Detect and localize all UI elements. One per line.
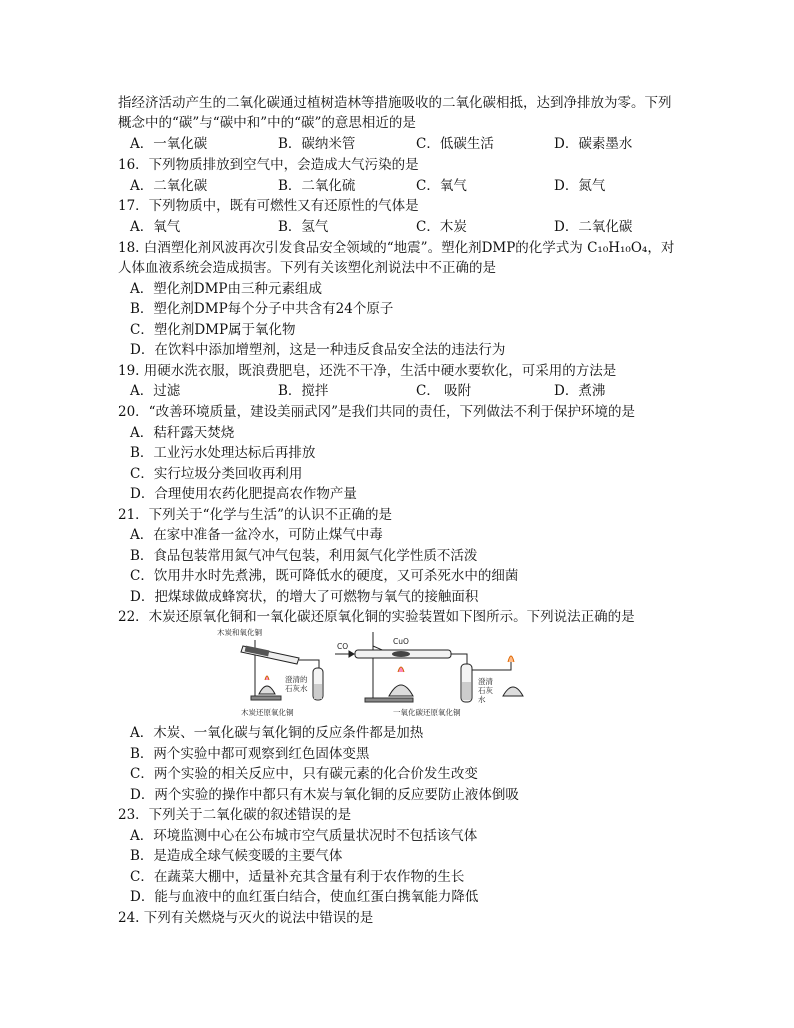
q19-stem: 19. 用硬水洗衣服，既浪费肥皂，还洗不干净，生活中硬水要软化，可采用的方法是 (118, 363, 617, 379)
fig-caption-left: 木炭还原氧化铜 (241, 708, 294, 717)
q15-option-b: B．碳纳米管 (278, 136, 356, 152)
fig-label-lime-right-3: 水 (478, 695, 486, 704)
q22-apparatus-figure (215, 626, 545, 718)
q22-stem: 22．木炭还原氧化铜和一氧化碳还原氧化铜的实验装置如下图所示。下列说法正确的是 (118, 609, 635, 625)
q22-option-d: D．两个实验的操作中都只有木炭与氧化铜的反应要防止液体倒吸 (130, 787, 519, 803)
q22-option-c: C．两个实验的相关反应中，只有碳元素的化合价发生改变 (130, 766, 478, 782)
q18-option-b: B．塑化剂DMP每个分子中共含有24个原子 (130, 301, 394, 317)
q20-stem: 20．“改善环境质量，建设美丽武冈”是我们共同的责任，下列做法不利于保护环境的是 (118, 404, 635, 420)
q24-stem: 24. 下列有关燃烧与灭火的说法中错误的是 (118, 910, 374, 926)
q23-stem: 23．下列关于二氧化碳的叙述错误的是 (118, 807, 352, 823)
q21-option-a: A．在家中准备一盆冷水，可防止煤气中毒 (130, 527, 383, 543)
q21-option-c: C．饮用井水时先煮沸，既可降低水的硬度，又可杀死水中的细菌 (130, 568, 519, 584)
q18-option-a: A．塑化剂DMP由三种元素组成 (130, 281, 322, 297)
q17-stem: 17．下列物质中，既有可燃性又有还原性的气体是 (118, 198, 419, 214)
q19-option-b: B．搅拌 (278, 383, 329, 399)
fig-caption-right: 一氧化碳还原氧化铜 (393, 708, 461, 717)
q16-options (130, 177, 690, 195)
left-stand-base-icon (251, 696, 281, 700)
fig-label-lime-right-2: 石灰 (478, 686, 493, 695)
q16-option-a: A．二氧化碳 (130, 178, 208, 194)
q15-option-a: A．一氧化碳 (130, 136, 208, 152)
q18-option-d: D．在饮料中添加增塑剂，这是一种违反食品安全法的违法行为 (130, 342, 506, 358)
q18-stem-line1: 18. 白酒塑化剂风波再次引发食品安全领域的“地震”。塑化剂DMP的化学式为 C₁₀H₁₀O₄，对 (118, 240, 675, 256)
q18-option-c: C．塑化剂DMP属于氧化物 (130, 322, 296, 338)
q16-option-d: D．氮气 (554, 178, 606, 194)
q20-option-c: C．实行垃圾分类回收再利用 (130, 466, 303, 482)
fig-label-left: 木炭和氧化铜 (217, 628, 262, 637)
q21-option-b: B．食品包装常用氮气冲气包装，利用氮气化学性质不活泼 (130, 548, 478, 564)
q22-option-b: B．两个实验中都可观察到红色固体变黑 (130, 746, 370, 762)
q21-option-d: D．把煤球做成蜂窝状，的增大了可燃物与氧气的接触面积 (130, 589, 479, 605)
fig-label-lime-left-1: 澄清的 (285, 675, 308, 684)
q16-stem: 16．下列物质排放到空气中，会造成大气污染的是 (118, 157, 419, 173)
q17-options (130, 218, 690, 236)
q16-option-b: B．二氧化硫 (278, 178, 356, 194)
q20-option-d: D．合理使用农药化肥提高农作物产量 (130, 486, 357, 502)
q15-options (130, 135, 690, 153)
fig-label-cuo: CuO (393, 637, 409, 646)
q17-option-d: D．二氧化碳 (554, 219, 633, 235)
q15-stem-line1: 指经济活动产生的二氧化碳通过植树造林等措施吸收的二氧化碳相抵，达到净排放为零。下列 (118, 95, 672, 111)
q15-option-c: C．低碳生活 (416, 136, 494, 152)
q23-option-d: D．能与血液中的血红蛋白结合，使血红蛋白携氧能力降低 (130, 889, 479, 905)
fig-label-co: CO (337, 642, 349, 651)
q19-option-c: C． 吸附 (416, 383, 472, 399)
q17-option-c: C．木炭 (416, 219, 467, 235)
q23-option-b: B．是造成全球气候变暖的主要气体 (130, 848, 343, 864)
q20-option-b: B．工业污水处理达标后再排放 (130, 445, 316, 461)
q19-option-a: A．过滤 (130, 383, 181, 399)
q19-option-d: D．煮沸 (554, 383, 606, 399)
fig-label-lime-left-2: 石灰水 (285, 684, 308, 693)
q17-option-b: B．氢气 (278, 219, 329, 235)
q15-option-d: D．碳素墨水 (554, 136, 633, 152)
q18-stem-line2: 人体血液系统会造成损害。下列有关该塑化剂说法中不正确的是 (118, 260, 496, 276)
q22-option-a: A．木炭、一氧化碳与氧化铜的反应条件都是加热 (130, 725, 424, 741)
q16-option-c: C．氧气 (416, 178, 467, 194)
q23-option-c: C．在蔬菜大棚中，适量补充其含量有利于农作物的生长 (130, 869, 465, 885)
q17-option-a: A．氧气 (130, 219, 181, 235)
fig-label-lime-right-1: 澄清 (478, 677, 493, 686)
q20-option-a: A．秸秆露天焚烧 (130, 425, 235, 441)
q19-options (130, 382, 690, 400)
q21-stem: 21．下列关于“化学与生活”的认识不正确的是 (118, 507, 392, 523)
q15-stem-line2: 概念中的“碳”与“碳中和”中的“碳”的意思相近的是 (118, 115, 416, 131)
q23-option-a: A．环境监测中心在公布城市空气质量状况时不包括该气体 (130, 828, 478, 844)
